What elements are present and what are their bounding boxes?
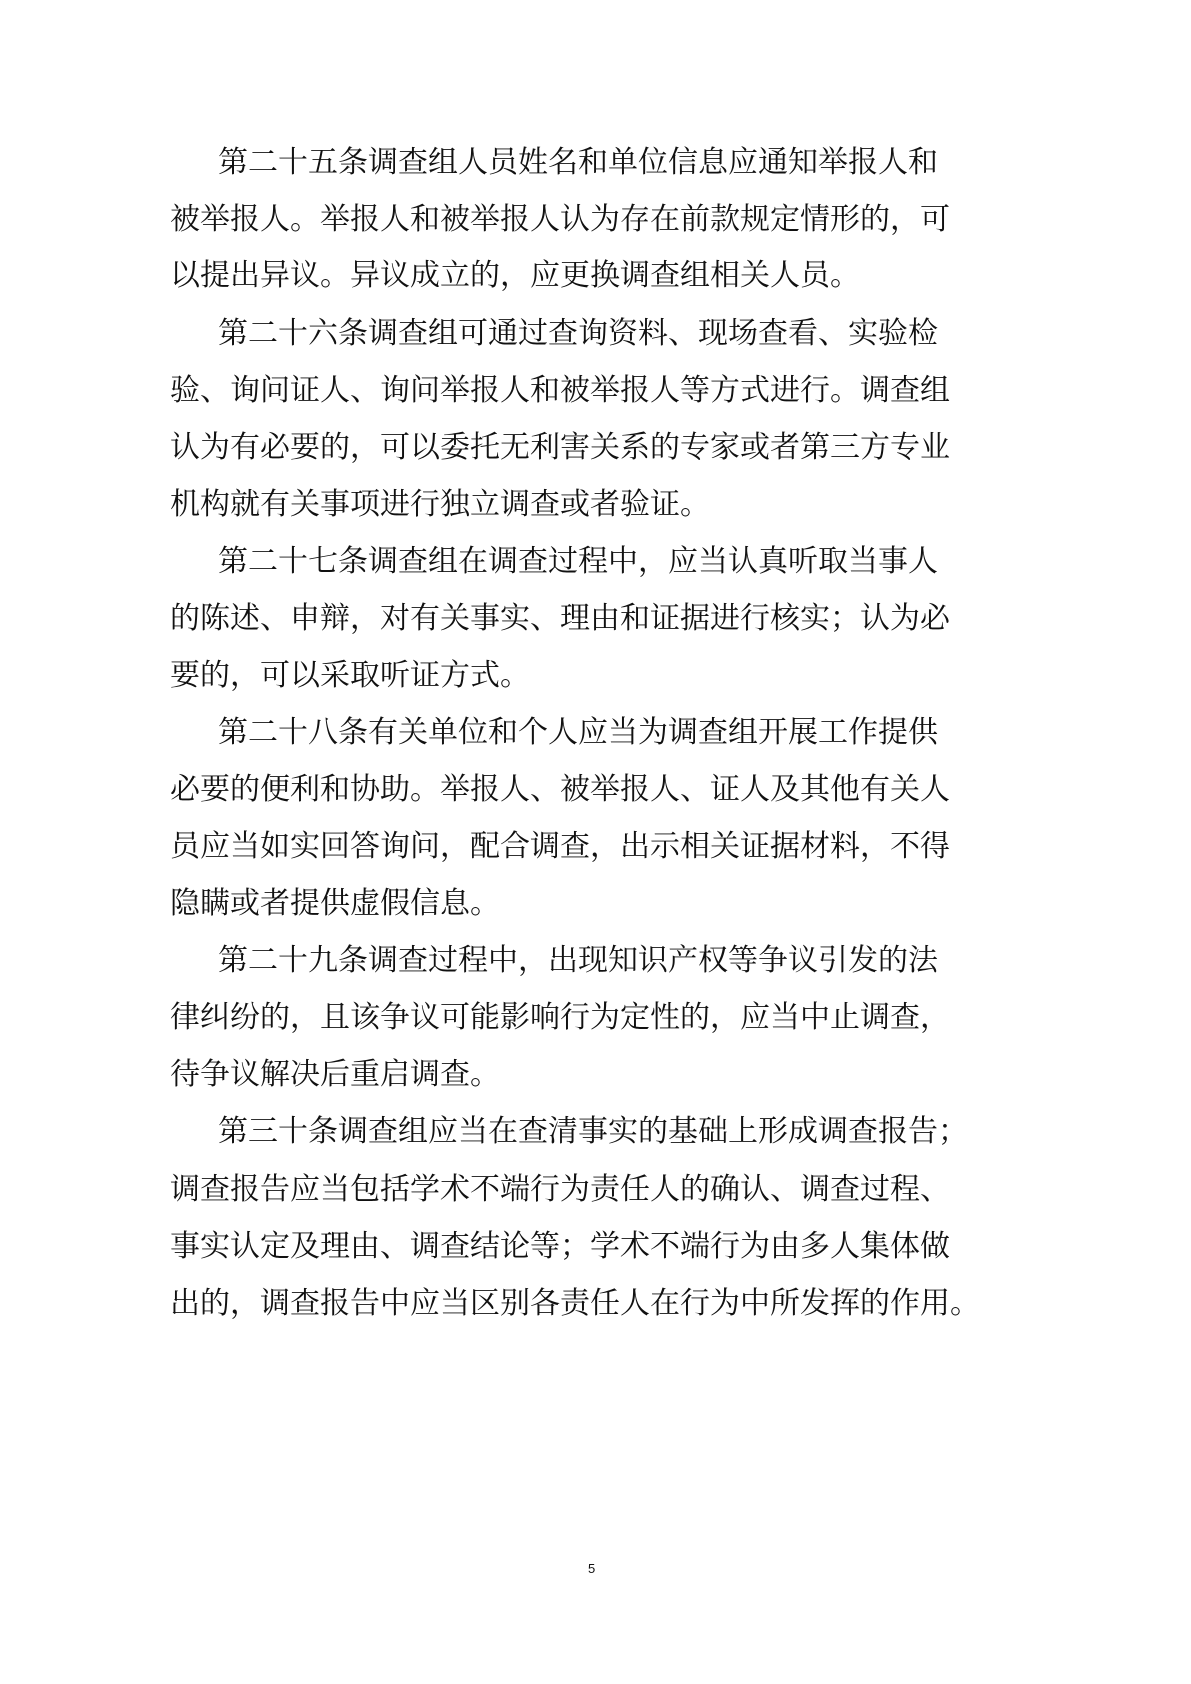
text-line: 认为有必要的，可以委托无利害关系的专家或者第三方专业 bbox=[170, 430, 950, 465]
text-line: 第二十八条有关单位和个人应当为调查组开展工作提供 bbox=[218, 715, 938, 750]
text-line: 事实认定及理由、调查结论等；学术不端行为由多人集体做 bbox=[170, 1229, 950, 1264]
text-line: 第二十九条调查过程中，出现知识产权等争议引发的法 bbox=[218, 943, 938, 978]
text-line: 第二十五条调查组人员姓名和单位信息应通知举报人和 bbox=[218, 145, 938, 180]
text-line: 被举报人。举报人和被举报人认为存在前款规定情形的，可 bbox=[170, 202, 950, 237]
text-line: 验、询问证人、询问举报人和被举报人等方式进行。调查组 bbox=[170, 373, 950, 408]
page-number: 5 bbox=[588, 1561, 596, 1576]
text-line: 律纠纷的，且该争议可能影响行为定性的，应当中止调查， bbox=[170, 1000, 950, 1035]
text-line: 调查报告应当包括学术不端行为责任人的确认、调查过程、 bbox=[170, 1172, 950, 1207]
text-line: 第三十条调查组应当在查清事实的基础上形成调查报告； bbox=[218, 1114, 968, 1149]
text-line: 待争议解决后重启调查。 bbox=[170, 1057, 500, 1092]
text-line: 机构就有关事项进行独立调查或者验证。 bbox=[170, 487, 710, 522]
text-line: 隐瞒或者提供虚假信息。 bbox=[170, 886, 500, 921]
text-line: 必要的便利和协助。举报人、被举报人、证人及其他有关人 bbox=[170, 772, 950, 807]
text-line: 第二十七条调查组在调查过程中，应当认真听取当事人 bbox=[218, 544, 938, 579]
text-line: 的陈述、申辩，对有关事实、理由和证据进行核实；认为必 bbox=[170, 601, 950, 636]
text-line: 出的，调查报告中应当区别各责任人在行为中所发挥的作用。 bbox=[170, 1286, 980, 1321]
text-line: 第二十六条调查组可通过查询资料、现场查看、实验检 bbox=[218, 316, 938, 351]
text-line: 以提出异议。异议成立的，应更换调查组相关人员。 bbox=[170, 258, 860, 293]
text-line: 员应当如实回答询问，配合调查，出示相关证据材料，不得 bbox=[170, 829, 950, 864]
text-line: 要的，可以采取听证方式。 bbox=[170, 658, 530, 693]
